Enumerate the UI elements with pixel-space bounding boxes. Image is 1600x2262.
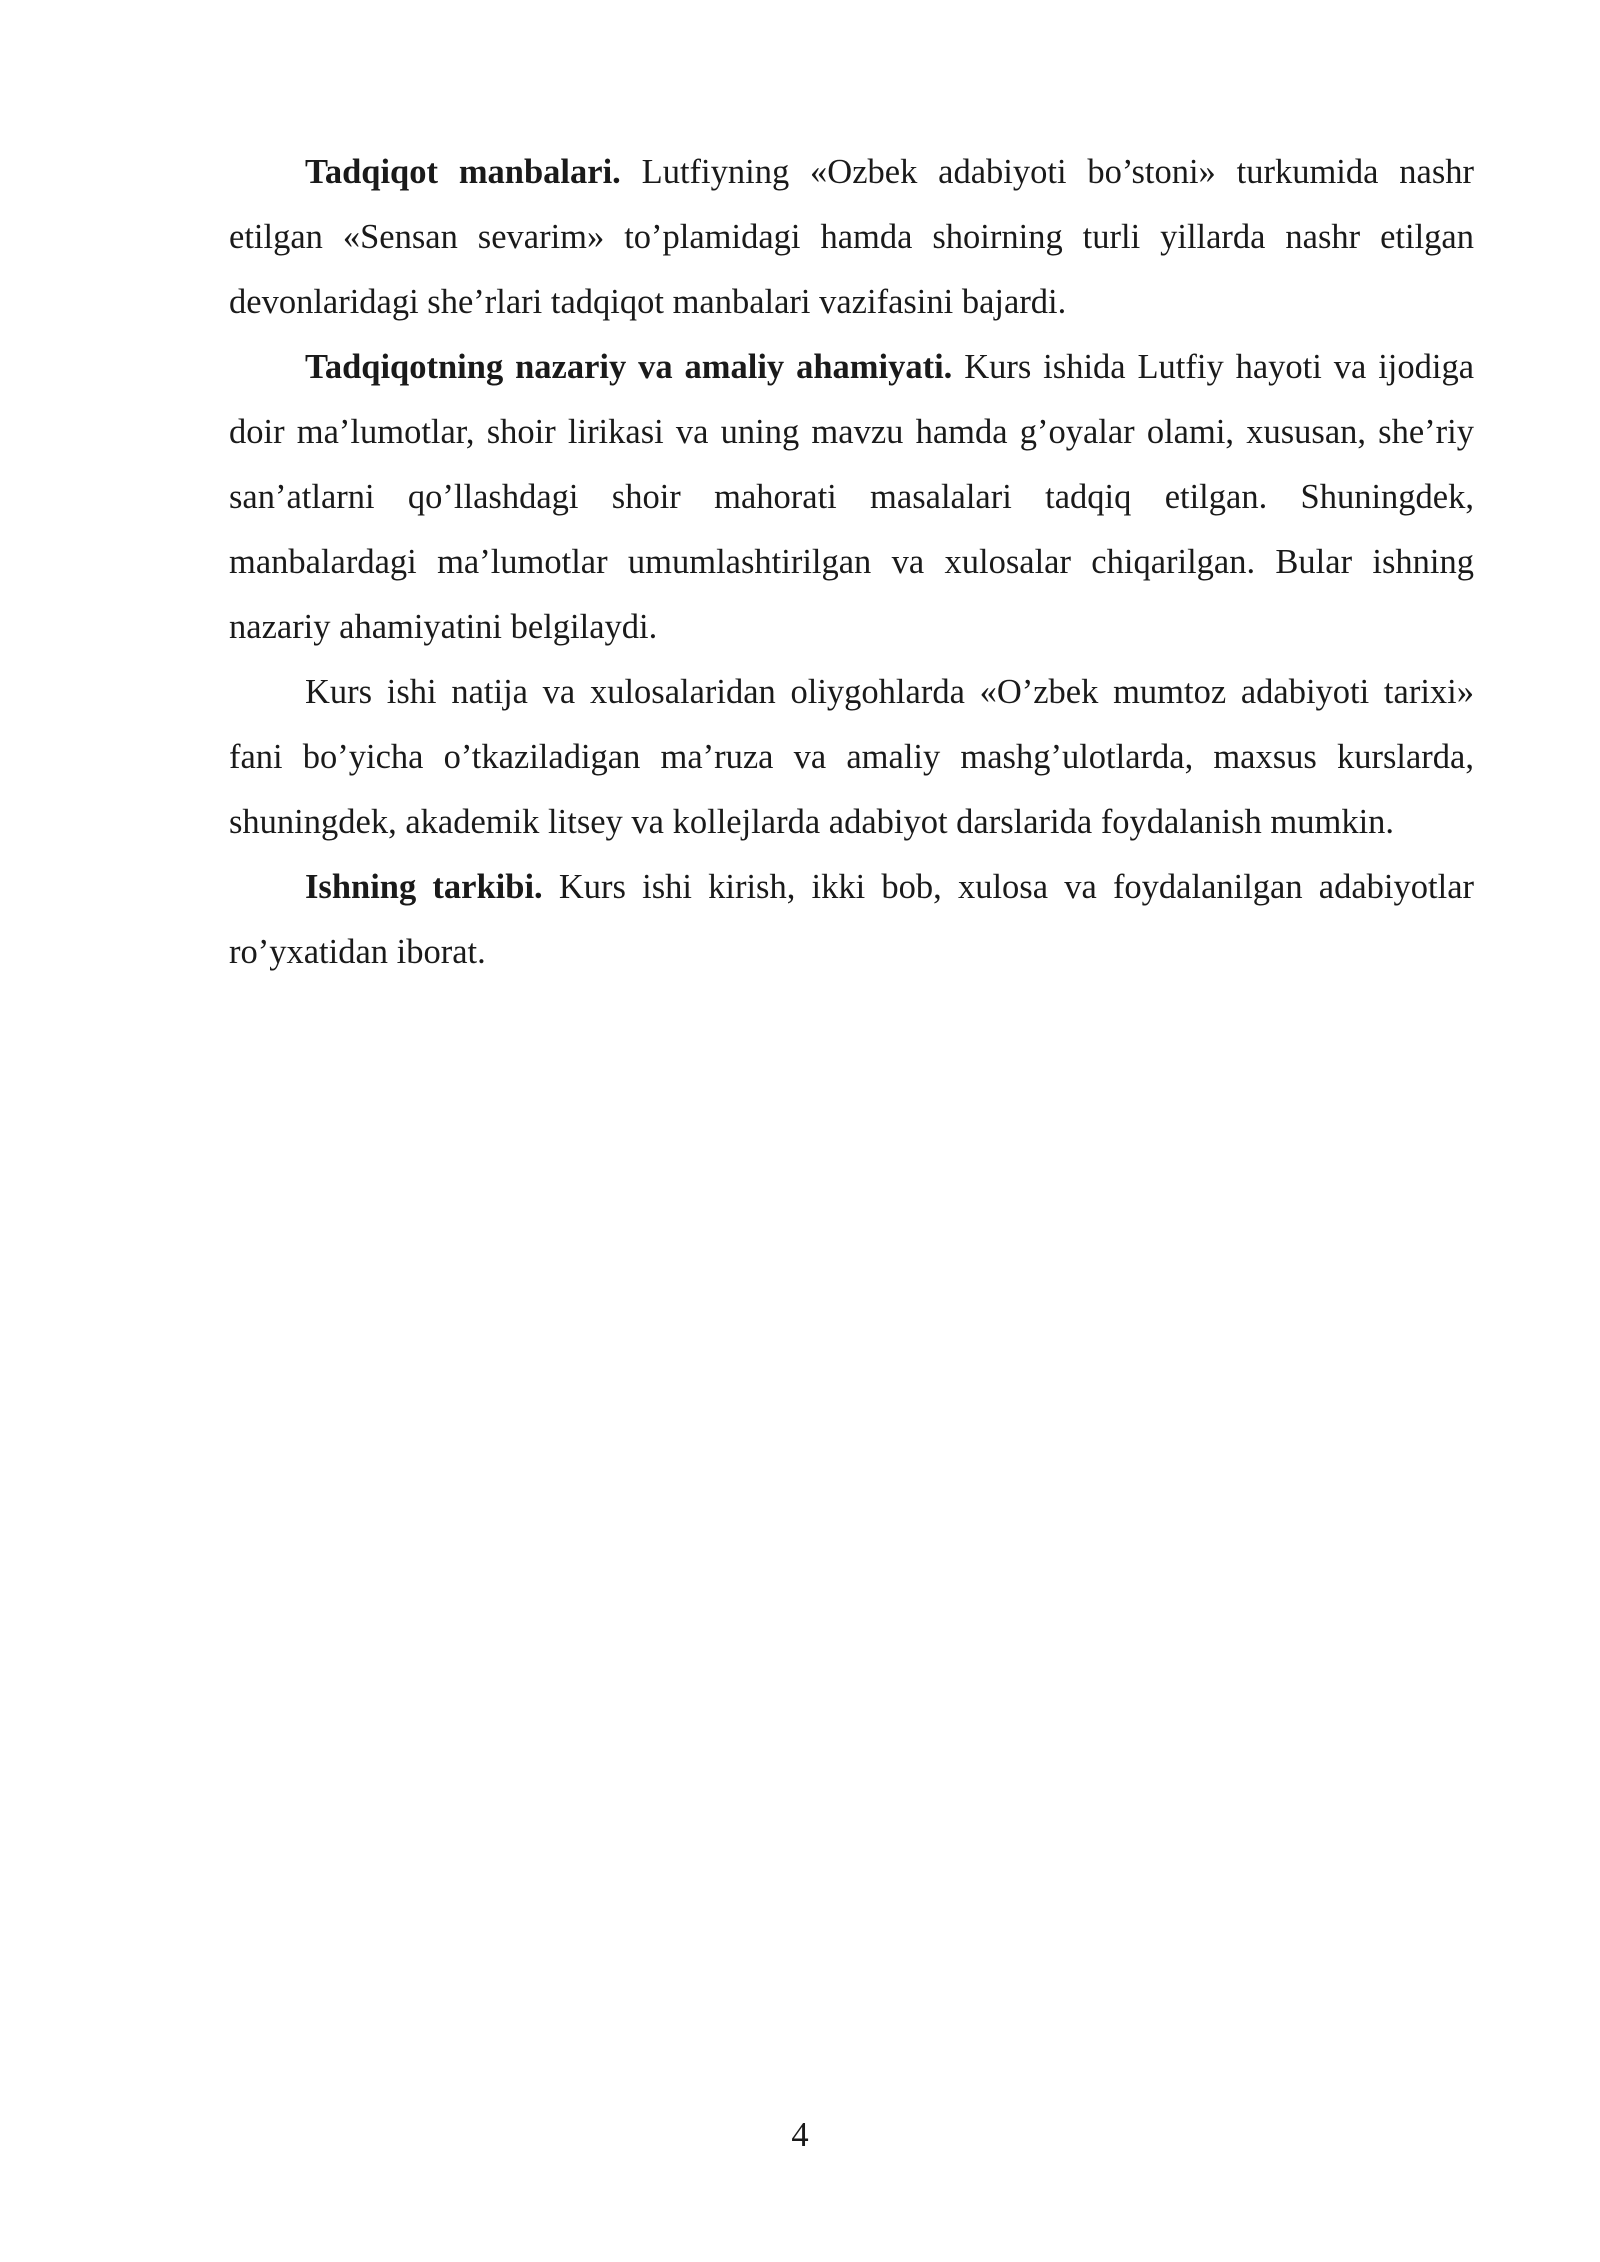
paragraph-practical-use [229, 660, 1474, 855]
paragraph-heading: Ishning tarkibi. [305, 868, 543, 906]
paragraph-text: Kurs ishi natija va xulosalaridan oliygohlarda «O’zbek mumtoz adabiyoti tarixi» fani bo’yicha o’tkaziladigan ma’ruza va amaliy mashg’ulotlarda, maxsus kurslarda, shuningdek, akademik litsey va kollejlarda adabiyot darslarida foydalanish mumkin. [229, 673, 1474, 841]
paragraph-text: Lutfiyning «Ozbek adabiyoti bo’stoni» turkumida nashr etilgan «Sensan sevarim» to’plamidagi hamda shoirning turli yillarda nashr etilgan devonlaridagi she’rlari tadqiqot manbalari vazifasini bajardi. [229, 153, 1475, 321]
paragraph-text: Kurs ishida Lutfiy hayoti va ijodiga doir ma’lumotlar, shoir lirikasi va uning mavzu hamda g’oyalar olami, xususan, she’riy san’atlarni qo’llashdagi shoir mahorati masalalari tadqiq etilgan. Shuningdek, manbalardagi ma’lumotlar umumlashtirilgan va xulosalar chiqarilgan. Bular ishning nazariy ahamiyatini belgilaydi. [229, 348, 1475, 646]
paragraph-heading: Tadqiqotning nazariy va amaliy ahamiyati. [305, 348, 953, 386]
paragraph-text: Kurs ishi kirish, ikki bob, xulosa va foydalanilgan adabiyotlar ro’yxatidan iborat. [229, 868, 1474, 971]
paragraph-theoretical-practical-significance [229, 335, 1474, 660]
paragraph-research-sources [229, 140, 1474, 335]
paragraph-work-structure [229, 855, 1474, 985]
page-number: 4 [791, 2116, 809, 2154]
paragraph-heading: Tadqiqot manbalari. [305, 153, 621, 191]
page-body [229, 140, 1474, 985]
